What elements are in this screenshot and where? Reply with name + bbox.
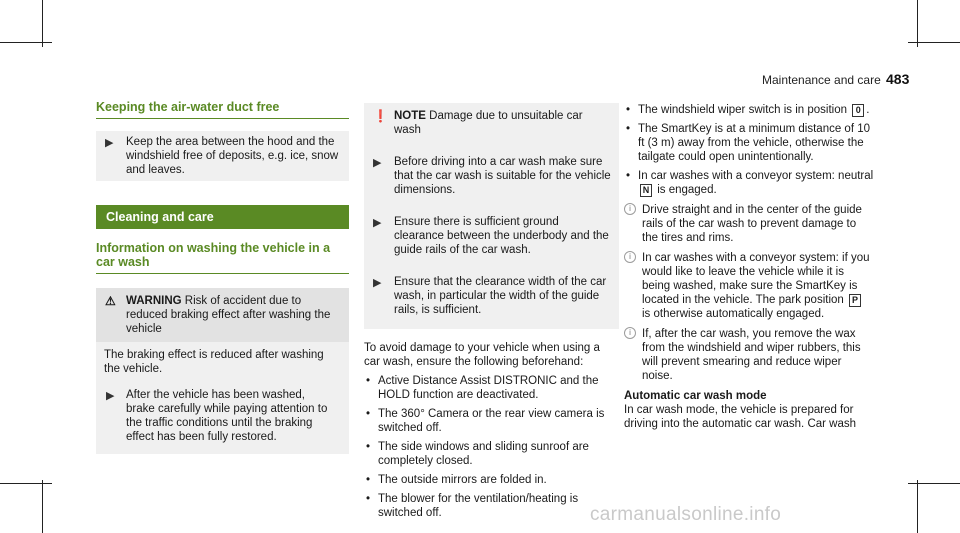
note-text: Damage due to unsuitable car wash	[394, 110, 583, 136]
info-note	[624, 327, 874, 383]
crop-mark	[908, 42, 960, 43]
list-item: • The side windows and sliding sunroof are completely closed.	[364, 440, 619, 468]
crop-mark	[917, 0, 918, 47]
list-item: • The blower for the ventilation/heating is switched off.	[364, 492, 619, 520]
step-text: Keep the area between the hood and the windshield free of deposits, e.g. ice, snow and leaves.	[126, 136, 339, 176]
arrow-icon: ▶	[106, 390, 115, 402]
intro-text: To avoid damage to your vehicle when using a car wash, ensure the following beforehand:	[364, 342, 600, 368]
step-item	[364, 151, 619, 201]
list-text: is engaged.	[657, 184, 717, 196]
warning-text: Risk of accident due to reduced braking effect after washing the vehicle	[126, 295, 331, 335]
chapter-banner: Cleaning and care	[96, 205, 349, 229]
page-number: 483	[886, 71, 910, 87]
step-item	[96, 131, 349, 181]
info-text: If, after the car wash, you remove the wax from the windshield and wiper rubbers, this will prevent smearing and reduce wiper noise.	[642, 328, 861, 382]
arrow-icon: ▶	[105, 137, 114, 149]
info-note	[624, 251, 874, 321]
info-icon: i	[624, 203, 636, 215]
note-exclamation-icon: ❗	[373, 109, 388, 123]
watermark: carmanualsonline.info	[590, 504, 782, 525]
step-text: Before driving into a car wash make sure that the car wash is suitable for the vehicle dimensions.	[394, 156, 611, 196]
step-item	[364, 271, 619, 321]
list-item: • The 360° Camera or the rear view camera is switched off.	[364, 407, 619, 435]
list-item: • The SmartKey is at a minimum distance of 10 ft (3 m) away from the vehicle, otherwise the tailgate could open unintentionally.	[624, 122, 874, 164]
section-title: Keeping the air-water duct free	[96, 100, 280, 114]
note-body	[364, 143, 619, 329]
section-subtitle: Information on washing the vehicle in a car wash	[96, 241, 331, 269]
key-symbol: 0	[852, 104, 864, 117]
warning-box	[96, 288, 349, 454]
column-left	[96, 100, 349, 454]
info-note	[624, 203, 874, 245]
crop-mark	[42, 0, 43, 47]
step-text: Ensure that the clearance width of the car wash, in particular the width of the guide rails, is sufficient.	[394, 276, 607, 316]
info-icon: i	[624, 251, 636, 263]
mode-text: In car wash mode, the vehicle is prepared for driving into the automatic car wash. Car wash	[624, 404, 857, 430]
step-item	[364, 211, 619, 261]
info-text-part: In car washes with a conveyor system: if you would like to leave the vehicle while it is being washed, make sure the SmartKey is located in the vehicle. The park position	[642, 252, 870, 306]
info-text-part: is otherwise automatically engaged.	[642, 308, 825, 320]
warning-label: WARNING	[126, 295, 182, 307]
list-text: The windshield wiper switch is in position	[638, 104, 848, 116]
warning-step-text: After the vehicle has been washed, brake carefully while paying attention to the traffic conditions until the braking effect has been fully restored.	[126, 389, 328, 443]
column-right	[624, 103, 874, 431]
title-rule	[96, 118, 349, 119]
list-item: • The outside mirrors are folded in.	[364, 473, 619, 487]
crop-mark	[908, 483, 960, 484]
crop-mark	[917, 480, 918, 533]
crop-mark	[42, 480, 43, 533]
key-symbol: N	[640, 184, 652, 197]
arrow-icon: ▶	[373, 277, 382, 289]
warning-header	[96, 288, 349, 342]
info-text: Drive straight and in the center of the guide rails of the car wash to prevent damage to the tires and rims.	[642, 204, 862, 244]
list-item	[624, 169, 874, 197]
list-item: • Active Distance Assist DISTRONIC and the HOLD function are deactivated.	[364, 374, 619, 402]
crop-mark	[0, 483, 52, 484]
crop-mark	[0, 42, 52, 43]
column-middle	[364, 103, 619, 520]
mode-title: Automatic car wash mode	[624, 390, 767, 402]
list-item: • The windshield wiper switch is in position 0 .	[624, 103, 874, 117]
section-header: Maintenance and care	[762, 73, 881, 87]
info-text	[642, 251, 874, 321]
arrow-icon: ▶	[373, 157, 382, 169]
warning-triangle-icon: ⚠	[105, 294, 116, 308]
step-text: Ensure there is sufficient ground clearance between the underbody and the guide rails of the car wash.	[394, 216, 609, 256]
subtitle-rule	[96, 273, 349, 274]
arrow-icon: ▶	[373, 217, 382, 229]
warning-body	[96, 342, 349, 454]
note-header	[364, 103, 619, 143]
note-label: NOTE	[394, 110, 426, 122]
warning-body-text: The braking effect is reduced after washing the vehicle.	[104, 349, 324, 375]
info-icon: i	[624, 327, 636, 339]
key-symbol: P	[849, 294, 861, 307]
list-text: In car washes with a conveyor system: neutral	[638, 170, 874, 182]
warning-step	[104, 384, 341, 448]
